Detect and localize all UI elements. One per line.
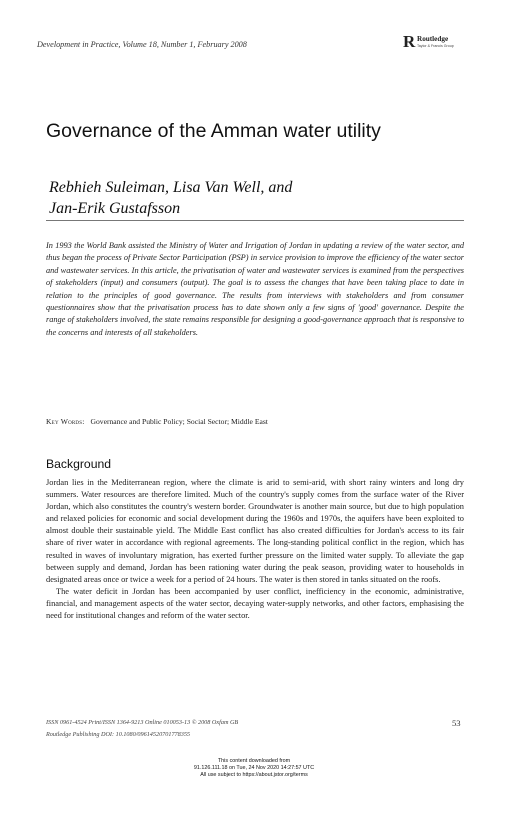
- issn-line: ISSN 0961-4524 Print/ISSN 1364-9213 Online 010053-13 © 2008 Oxfam GB: [46, 719, 239, 726]
- section-heading: Background: [46, 457, 112, 471]
- keywords: [46, 417, 464, 426]
- page-number: 53: [452, 718, 461, 728]
- body-text: [46, 477, 464, 622]
- routledge-logo: [403, 34, 475, 52]
- paragraph: Jordan lies in the Mediterranean region, where the climate is arid to semi-arid, with short rainy winters and long dry summers. Water resources are therefore limited. Much of the country's supply comes from the surface water of the River Jordan, which also constitutes the country's western border. Groundwater is another main source, but due to high population and relaxed policies for economic and social development during the 1960s and 1970s, the aquifers have been exploited to almost double their sustainable yield. The Middle East conflict has also created difficulties for Jordan's access to its fair share of river water in accordance with regional agreements. The long-standing political conflict in the region, which has resulted in waves of involuntary migration, has exerted further pressure on the limited water supply. To alleviate the gap between supply and demand, Jordan has been rationing water during the peak season, providing water to households in designated areas once or twice a week for a period of 24 hours. The water is then stored in tanks situated on the roofs.: [46, 478, 464, 584]
- publisher-name: Routledge: [417, 35, 449, 43]
- paragraph: The water deficit in Jordan has been accompanied by user conflict, inefficiency in the economic, administrative, financial, and management aspects of the water sector, decaying water-supply networks, and other factors, emphasising the need for institutional changes and reform of the water sector.: [46, 586, 464, 621]
- keywords-text: Governance and Public Policy; Social Sector; Middle East: [90, 417, 268, 426]
- title-divider: [46, 220, 464, 221]
- author-line: Rebhieh Suleiman, Lisa Van Well, and: [49, 179, 293, 196]
- article-title: Governance of the Amman water utility: [46, 120, 381, 142]
- author-list: [49, 177, 449, 219]
- publisher-group: Taylor & Francis Group: [417, 44, 454, 48]
- routledge-logo-icon: R: [403, 32, 416, 51]
- download-notice-line: 91.126.111.18 on Tue, 24 Nov 2020 14:27:57 UTC: [193, 765, 315, 771]
- author-line: Jan-Erik Gustafsson: [49, 200, 181, 217]
- journal-citation: Development in Practice, Volume 18, Number 1, February 2008: [37, 40, 247, 49]
- terms-link[interactable]: All use subject to https://about.jstor.org/terms: [200, 772, 308, 778]
- abstract: In 1993 the World Bank assisted the Ministry of Water and Irrigation of Jordan in updating a review of the water sector, and thus began the process of Private Sector Participation (PSP) in service provision to improve the efficiency of the water sector and wastewater services. In this article, the privatisation of water and wastewater services is examined from the perspectives of stakeholders (input) and consumers (output). The goal is to assess the changes that have been taking place to date in relation to the principles of good governance. The results from interviews with stakeholders and from consumer questionnaires show that the privatisation process has to date shown only a few signs of 'good' governance. Despite the range of stakeholders involved, the state remains responsible for designing a good-governance approach that is responsive to the concerns and interests of all stakeholders.: [46, 241, 464, 337]
- keywords-label: Key Words:: [46, 417, 85, 426]
- download-notice-line: This content downloaded from: [217, 758, 291, 764]
- publisher-doi-line: Routledge Publishing DOI: 10.1080/09614520701778355: [46, 731, 191, 738]
